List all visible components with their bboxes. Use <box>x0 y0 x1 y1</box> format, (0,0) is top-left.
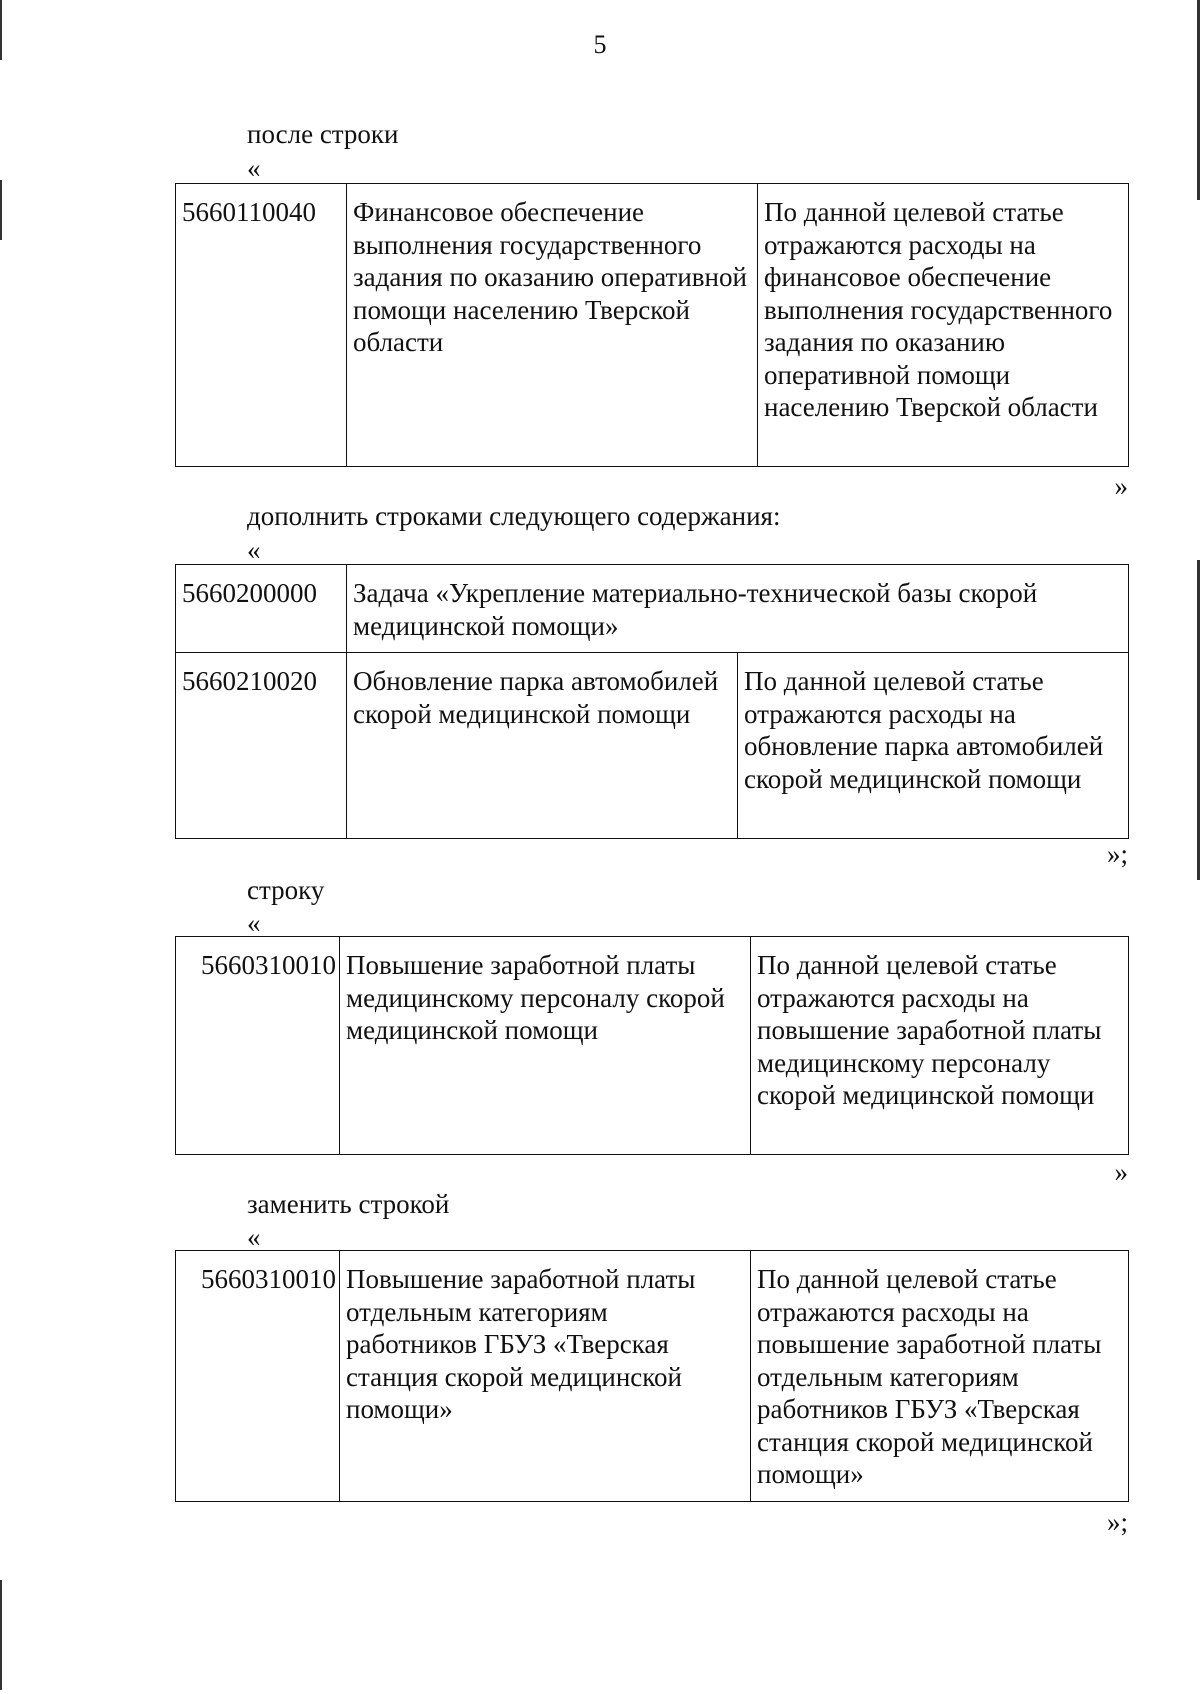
table-1 <box>175 183 1129 467</box>
table-row <box>176 565 1129 653</box>
desc-cell: По данной целевой статье отражаются расходы на обновление парка автомобилей скорой медицинской помощи <box>738 653 1129 839</box>
scan-artifact <box>0 180 2 240</box>
name-cell: Повышение заработной платы медицинскому персоналу скорой медицинской помощи <box>340 937 751 1155</box>
close-quote: » <box>1114 1157 1128 1187</box>
desc-cell: По данной целевой статье отражаются расходы на повышение заработной платы медицинскому персоналу скорой медицинской помощи <box>751 937 1129 1155</box>
code-cell: 5660200000 <box>176 565 347 653</box>
close-quote: » <box>1114 471 1128 501</box>
table-3 <box>175 936 1129 1155</box>
table-row <box>176 1251 1129 1502</box>
name-cell: Повышение заработной платы отдельным категориям работников ГБУЗ «Тверская станция скорой медицинской помощи» <box>340 1251 751 1502</box>
merged-cell: Задача «Укрепление материально-технической базы скорой медицинской помощи» <box>347 565 1129 653</box>
table-row <box>176 653 1129 839</box>
close-quote: »; <box>1106 1507 1128 1537</box>
intro-text: после строки <box>247 119 399 149</box>
open-quote: « <box>247 535 261 565</box>
desc-cell: По данной целевой статье отражаются расходы на повышение заработной платы отдельным категориям работников ГБУЗ «Тверская станция скорой медицинской помощи» <box>751 1251 1129 1502</box>
intro-text: заменить строкой <box>247 1189 450 1219</box>
page-number: 5 <box>593 30 607 59</box>
name-cell: Финансовое обеспечение выполнения государственного задания по оказанию оперативной помощи населению Тверской области <box>347 184 758 467</box>
desc-cell: По данной целевой статье отражаются расходы на финансовое обеспечение выполнения государственного задания по оказанию оперативной помощи населению Тверской области <box>758 184 1129 467</box>
intro-text: дополнить строками следующего содержания: <box>247 501 781 531</box>
table-4 <box>175 1250 1129 1502</box>
name-cell: Обновление парка автомобилей скорой медицинской помощи <box>347 653 738 839</box>
table-row <box>176 937 1129 1155</box>
code-cell: 5660310010 <box>176 937 340 1155</box>
open-quote: « <box>247 908 261 938</box>
code-cell: 5660210020 <box>176 653 347 839</box>
open-quote: « <box>247 153 261 183</box>
table-2 <box>175 564 1129 839</box>
open-quote: « <box>247 1222 261 1252</box>
intro-text: строку <box>247 875 325 905</box>
table-row <box>176 184 1129 467</box>
code-cell: 5660110040 <box>176 184 347 467</box>
close-quote: »; <box>1106 839 1128 869</box>
scan-artifact <box>0 1580 2 1690</box>
code-cell: 5660310010 <box>176 1251 340 1502</box>
